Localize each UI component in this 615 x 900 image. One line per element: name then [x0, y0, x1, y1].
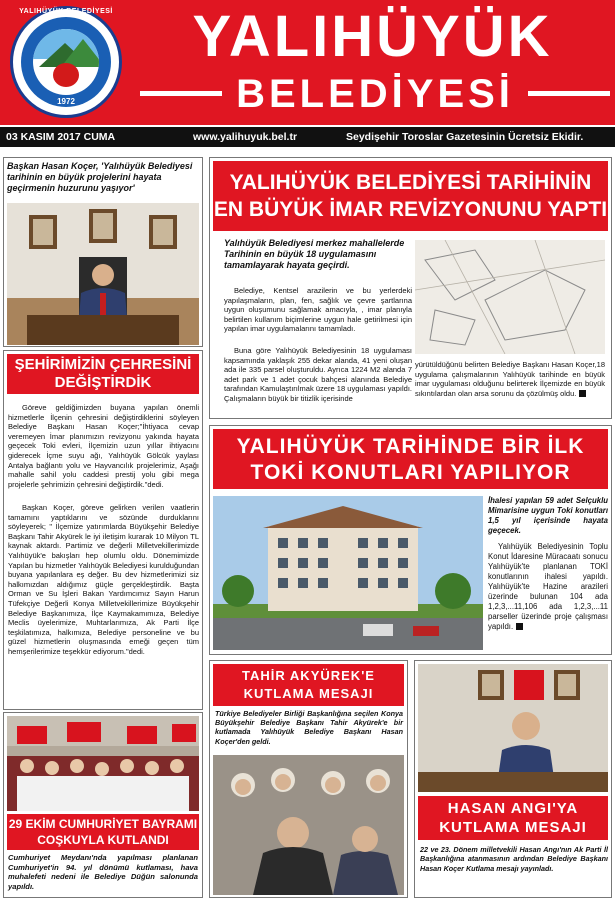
hasan-headline: HASAN ANGI'YA KUTLAMA MESAJI [418, 796, 608, 840]
mayor-lead: Başkan Hasan Koçer, 'Yalıhüyük Belediyesi tarihinin en büyük projelerini hayata geçirmenin huzurunu yaşıyor' [7, 161, 193, 193]
toki-headline: YALIHÜYÜK TARİHİNDE BİR İLK TOKİ KONUTLARI YAPILIYOR [213, 429, 608, 489]
republic-day-article [3, 712, 203, 898]
zoning-paragraph-1: Belediye, Kentsel arazilerin ve bu yerlerdeki yapılaşmaların, plan, fen, sağlık ve çevre şartlarına uygun oluşumunu sağlamak amacıyla, , imar planıyla belirtilen kullanım biçimlerine uygun hale getirilmesi için yapılan imar uygulamalarını tamamladı. [224, 286, 412, 334]
republic-day-photo [7, 716, 199, 811]
tagline: Seydişehir Toroslar Gazetesinin Ücretsiz Ekidir. [346, 131, 584, 143]
issue-date: 03 KASIM 2017 CUMA [6, 131, 116, 143]
city-paragraph-1: Göreve geldiğimizden buyana yapılan önemli hizmetlerle İlçenin çehresini değiştirdiklerini söyleyen Belediye Başkanı Hasan Koçer;"İhtiyaca cevap veremeyen İmar planımızın revizyonu yakında hayata geçecek Toki evleri, İlçemizin uzun yıllar ihtiyacını giderecek İçme suyu ağı, Yalıhüyük Gölcük yaylası Antalya bağlantı yolu ve Hayvancılık projelerimiz, Aşağı mahalle sahil yolu caddesi prestij yolu gibi mega projelerle şehrimizin çehresini değiştirdik."dedi. [8, 403, 199, 489]
zoning-headline: YALIHÜYÜK BELEDİYESİ TARİHİNİN EN BÜYÜK İMAR REVİZYONUNU YAPTI [213, 161, 608, 231]
zoning-paragraph-3-text: yürütüldüğünü belirten Belediye Başkanı Hasan Koçer,18 uygulama çalışmalarının Yalıhüyük tarihinde en büyük imar uygulaması olduğunu belirterek İlçemizde en büyük sıkıntılardan olan arsa sorunu da çözülmüş oldu. [415, 360, 605, 398]
hasan-article [414, 660, 612, 898]
zoning-map-illustration [415, 240, 605, 354]
date-bar [0, 127, 615, 147]
logo-year: 1972 [57, 97, 75, 106]
mayor-office-illustration [7, 203, 199, 345]
masthead [0, 0, 615, 125]
masthead-subtitle: BELEDİYESİ [236, 72, 514, 116]
toki-render-photo [213, 496, 483, 650]
toki-lead: İhalesi yapılan 59 adet Selçuklu Mimarisine uygun Toki konutları 1,5 yıl içerisinde hayata geçecek. [488, 496, 608, 535]
toki-paragraph-1-text: Yalıhüyük Belediyesinin Toplu Konut İdaresine Müracaatı sonucu Yalıhüyük'te planlanan TOKİ konutlarının ihalesi yapıldı. Yalıhüyük'te Hazine arazileri üzerinde bulunan 104 ada 1,2,3,...11,106 ada 1,2,3,...11 parseller üzerinde proje çalışması yapıldı. [488, 542, 608, 631]
zoning-paragraph-3 [415, 360, 605, 398]
zoning-map-photo [415, 240, 605, 354]
masthead-title: YALIHÜYÜK [192, 4, 553, 69]
city-article [3, 350, 203, 710]
tahir-headline: TAHİR AKYÜREK'E KUTLAMA MESAJI [213, 664, 404, 706]
logo-text: YALIHÜYÜK BELEDİYESİ [19, 8, 113, 15]
official-portrait-illustration [418, 664, 608, 792]
hasan-lead: 22 ve 23. Dönem milletvekili Hasan Angı'nın Ak Parti İl Başkanlığına atanmasının ardından Belediye Başkanı Hasan Koçer Kutlama mesajı yayınladı. [420, 845, 608, 873]
city-headline: ŞEHİRİMİZİN ÇEHRESİNİ DEĞİŞTİRDİK [7, 354, 199, 394]
tahir-article [209, 660, 408, 898]
zoning-paragraph-2: Buna göre Yalıhüyük Belediyesinin 18 uygulaması kapsamında yaklaşık 255 dekar alanda, 41 yeni oluşan ada ile 335 parsel oluşturuldu. Ayrıca 1224 M2 alanda 7 adet park ve 1 adet çocuk bahçesi alanında Belediye tarafından Kamulaştırılmak üzere 18 uygulaması yapıldı. Çalışmaların büyük bir titizlik içerisinde [224, 346, 412, 403]
republic-day-lead: Cumhuriyet Meydanı'nda yapılması planlanan Cumhuriyet'in 94. yıl dönümü kutlaması, hava muhalefeti nedeni ile Belediye Düğün salonunda yapıldı. [8, 853, 198, 891]
housing-render-illustration [213, 496, 483, 650]
masthead-subtitle-bar [140, 72, 610, 116]
ceremony-illustration [7, 716, 199, 811]
city-paragraph-2: Başkan Koçer, göreve gelirken verilen vaatlerin tamamını yaptıklarını ve sözünde durduklarını söyleyerek; " İlçemize yatırımlarda Büyükşehir Belediye Başkanı Tahir Akyürek le iyi iletişim kurarak 10 Milyon TL kaynak aktardı. Partimiz ve değerli Milletvekillerimizde Yalıhüyük'e bakışları hep olumlu oldu. Dönemimizde Yapılan bu hizmetler Yalıhüyük Belediyesi kurulduğundan buyana yapılanlara eş değer. Bu dev hizmetlerimizi siz halkımızdan aldığımız güçle gerçekleştirdik. Başta Orman ve Su İşleri Bakan Yardımcımız Sayın Harun Tüfekçiye Değerli Konya Milletvekillerimize Büyükşehir Belediye Başkanımıza, İlçe Kaymakamımıza, Belediye Meclis üyelerimize, Muhtarlarımıza, Ak Parti İlçe teşkilatımıza, halkımıza, Belediye personeline ve bu güzel hizmetlerin oluşmasında emeği geçen tüm hemşerilerimize teşekkür ediyorum."dedi. [8, 503, 199, 656]
website-link[interactable]: www.yalihuyuk.bel.tr [193, 131, 298, 143]
republic-day-headline: 29 EKİM CUMHURİYET BAYRAMI COŞKUYLA KUTLANDI [7, 814, 199, 850]
tahir-lead: Türkiye Belediyeler Birliği Başkanlığına seçilen Konya Büyükşehir Belediye Başkanı Tahir Akyürek'e bir kutlamada Yalıhüyük Belediye Başkanı Hasan Koçer'den geldi. [215, 709, 403, 746]
toki-article [209, 425, 612, 655]
tahir-photo [213, 755, 404, 895]
mayor-photo [7, 203, 199, 345]
zoning-lead: Yalıhüyük Belediyesi merkez mahallelerde Tarihinin en büyük 18 uygulamasını tamamlayarak hayata geçirdi. [224, 238, 405, 270]
toki-paragraph-1 [488, 542, 608, 632]
hasan-photo [418, 664, 608, 792]
municipality-logo [10, 6, 122, 118]
mayor-article [3, 157, 203, 347]
zoning-article [209, 157, 612, 419]
crowd-illustration [213, 755, 404, 895]
